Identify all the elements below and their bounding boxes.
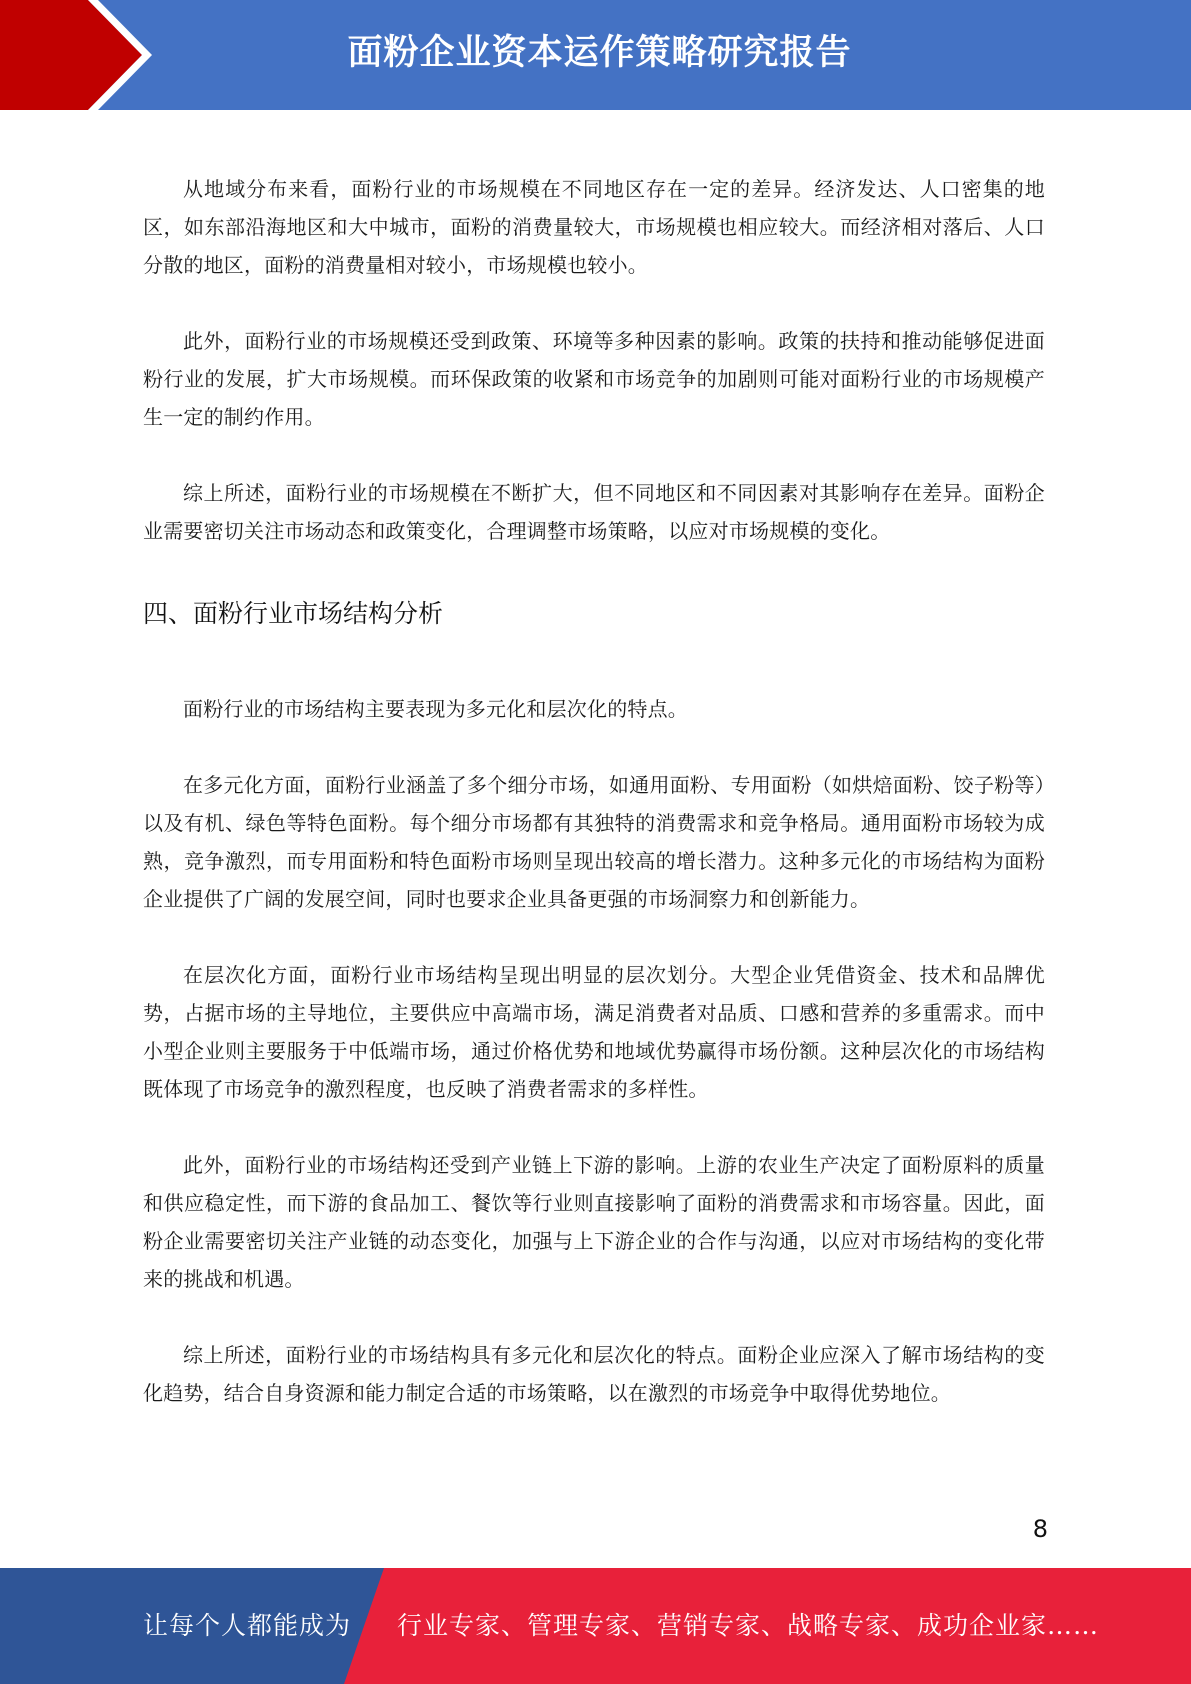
paragraph: 综上所述，面粉行业的市场结构具有多元化和层次化的特点。面粉企业应深入了解市场结构的变化趋势，结合自身资源和能力制定合适的市场策略，以在激烈的市场竞争中取得优势地位。: [143, 1343, 1045, 1405]
paragraph: 此外，面粉行业的市场结构还受到产业链上下游的影响。上游的农业生产决定了面粉原料的质量和供应稳定性，而下游的食品加工、餐饮等行业则直接影响了面粉的消费需求和市场容量。因此，面粉企业需要密切关注产业链的动态变化，加强与上下游企业的合作与沟通，以应对市场结构的变化带来的挑战和机遇。: [143, 1153, 1045, 1291]
paragraph: 在层次化方面，面粉行业市场结构呈现出明显的层次划分。大型企业凭借资金、技术和品牌优势，占据市场的主导地位，主要供应中高端市场，满足消费者对品质、口感和营养的多重需求。而中小型企业则主要服务于中低端市场，通过价格优势和地域优势赢得市场份额。这种层次化的市场结构既体现了市场竞争的激烈程度，也反映了消费者需求的多样性。: [143, 963, 1045, 1101]
footer-slogan-right: 行业专家、管理专家、营销专家、战略专家、成功企业家……: [397, 1611, 1100, 1640]
paragraph: 面粉行业的市场结构主要表现为多元化和层次化的特点。: [183, 697, 688, 721]
paragraph: 从地域分布来看，面粉行业的市场规模在不同地区存在一定的差异。经济发达、人口密集的地区，如东部沿海地区和大中城市，面粉的消费量较大，市场规模也相应较大。而经济相对落后、人口分散的地区，面粉的消费量相对较小，市场规模也较小。: [143, 177, 1045, 277]
footer-slogan-left: 让每个人都能成为: [143, 1611, 352, 1640]
paragraph: 此外，面粉行业的市场规模还受到政策、环境等多种因素的影响。政策的扶持和推动能够促进面粉行业的发展，扩大市场规模。而环保政策的收紧和市场竞争的加剧则可能对面粉行业的市场规模产生一定的制约作用。: [143, 329, 1045, 429]
paragraph: 在多元化方面，面粉行业涵盖了多个细分市场，如通用面粉、专用面粉（如烘焙面粉、饺子粉等）以及有机、绿色等特色面粉。每个细分市场都有其独特的消费需求和竞争格局。通用面粉市场较为成熟，竞争激烈，而专用面粉和特色面粉市场则呈现出较高的增长潜力。这种多元化的市场结构为面粉企业提供了广阔的发展空间，同时也要求企业具备更强的市场洞察力和创新能力。: [143, 773, 1045, 911]
report-title: 面粉企业资本运作策略研究报告: [347, 33, 852, 73]
section-heading: 四、面粉行业市场结构分析: [143, 599, 444, 628]
page-body: [143, 170, 1045, 1412]
page-number: 8: [1032, 1515, 1048, 1543]
page-footer: [0, 1568, 1191, 1684]
paragraph: 综上所述，面粉行业的市场规模在不断扩大，但不同地区和不同因素对其影响存在差异。面粉企业需要密切关注市场动态和政策变化，合理调整市场策略，以应对市场规模的变化。: [143, 481, 1045, 543]
page-header: [0, 0, 1191, 110]
